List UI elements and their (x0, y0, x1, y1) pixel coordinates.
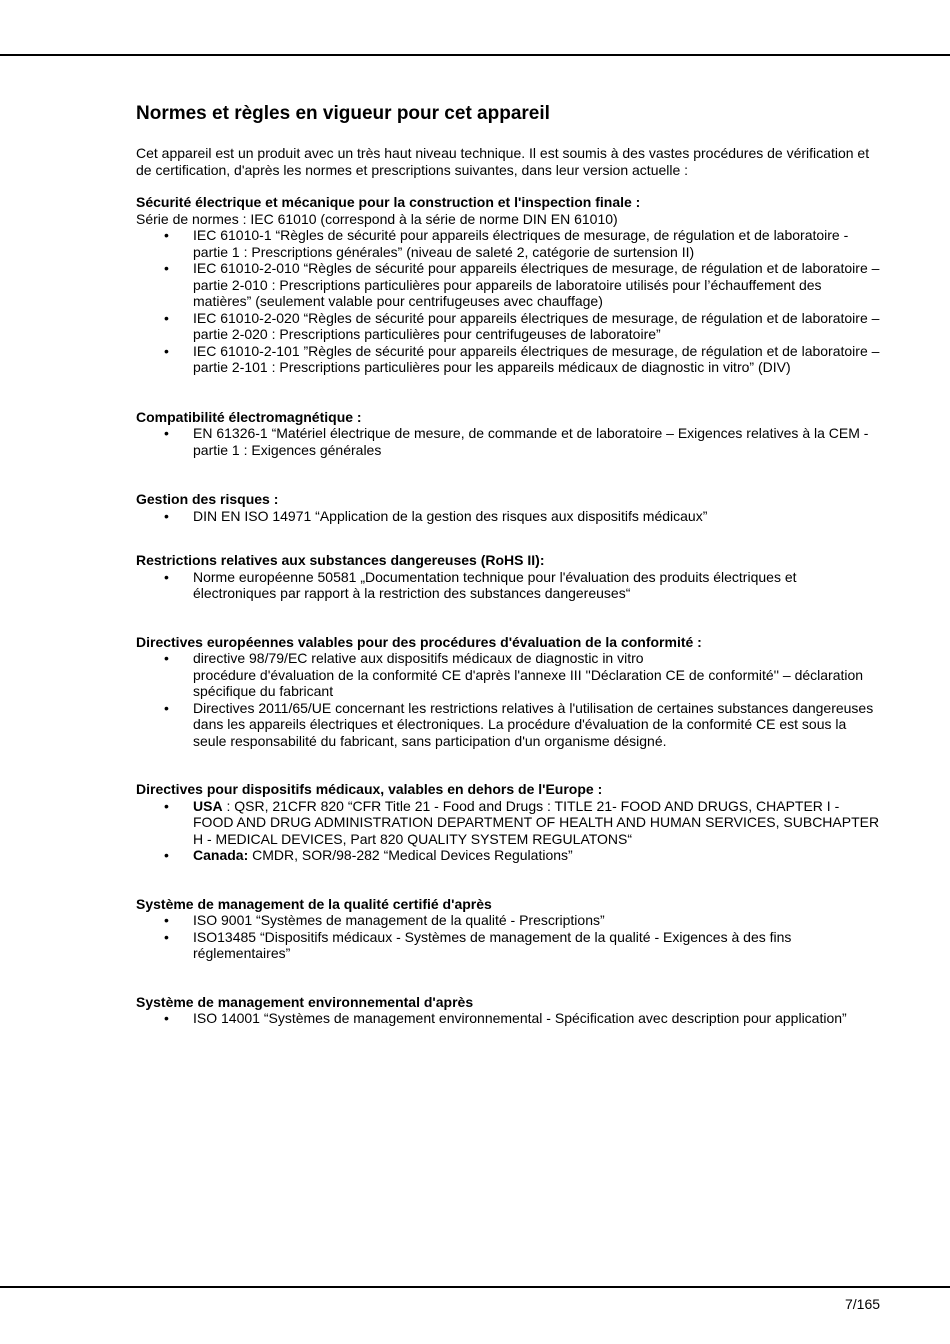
list-item: • IEC 61010-2-020 “Règles de sécurité pour appareils électriques de mesurage, de régulation et de laboratoire – partie 2-020 : Prescriptions particulières pour centrifugeuses de laboratoire” (164, 309, 880, 342)
list-item: • IEC 61010-2-101 ”Règles de sécurité pour appareils électriques de mesurage, de régulation et de laboratoire – partie 2-101 : Prescriptions particulières pour les appareils médicaux de diagnostic in vitro” (DIV) (164, 342, 880, 375)
list-item: • EN 61326-1 “Matériel électrique de mesure, de commande et de laboratoire – Exigences relatives à la CEM - partie 1 : Exigences générales (164, 425, 869, 458)
section-eu-directives (136, 634, 882, 750)
document-body (136, 101, 882, 1027)
bullet-icon: • (164, 425, 169, 441)
bullet-icon: • (164, 699, 169, 716)
section-rohs (136, 552, 882, 602)
standards-list (136, 227, 882, 376)
section-title: Restrictions relatives aux substances dangereuses (RoHS II): (136, 552, 545, 568)
region-label: Canada: (193, 847, 249, 863)
bullet-icon: • (164, 260, 169, 276)
list-item: • ISO13485 “Dispositifs médicaux - Systèmes de management de la qualité - Exigences à des fins réglementaires” (164, 928, 792, 961)
list-item-continuation: procédure d'évaluation de la conformité CE d'après l'annexe III ''Déclaration CE de conformité'' – déclaration spécifique du fabricant (193, 666, 864, 699)
standards-list (136, 798, 882, 864)
section-title: Directives européennes valables pour des procédures d'évaluation de la conformité : (136, 633, 702, 650)
standards-list (136, 650, 882, 749)
footer-rule (0, 1286, 950, 1288)
section-title: Système de management de la qualité certifié d'après (136, 895, 492, 912)
section-risk-management (136, 491, 882, 524)
bullet-icon: • (164, 1010, 169, 1026)
section-title: Compatibilité électromagnétique : (136, 408, 362, 425)
section-title: Gestion des risques : (136, 491, 279, 507)
standards-list (136, 1010, 882, 1027)
list-item: • Canada: CMDR, SOR/98-282 “Medical Devices Regulations” (164, 847, 573, 863)
list-item: • USA : QSR, 21CFR 820 “CFR Title 21 - Food and Drugs : TITLE 21- FOOD AND DRUGS, CHAPTER I - FOOD AND DRUG ADMINISTRATION DEPARTMENT OF HEALTH AND HUMAN SERVICES, SUBCHAPTER H - MEDICAL DEVICES, Part 820 QUALITY SYSTEM REGULATONS“ (164, 797, 880, 847)
bullet-icon: • (164, 507, 169, 524)
bullet-icon: • (164, 650, 169, 666)
section-title: Système de management environnemental d'après (136, 993, 474, 1010)
bullet-icon: • (164, 342, 169, 359)
standards-list (136, 425, 882, 458)
list-item: • IEC 61010-1 “Règles de sécurité pour appareils électriques de mesurage, de régulation et de laboratoire - partie 1 : Prescriptions générales” (niveau de saleté 2, catégorie de surtension II) (164, 227, 849, 260)
list-item: • DIN EN ISO 14971 “Application de la gestion des risques aux dispositifs médicaux” (164, 507, 708, 524)
bullet-icon: • (164, 797, 169, 814)
bullet-icon: • (164, 847, 169, 863)
bullet-icon: • (164, 928, 169, 945)
section-non-eu-directives (136, 781, 882, 864)
list-item: • Directives 2011/65/UE concernant les restrictions relatives à l'utilisation de certaines substances dangereuses dans les appareils électriques et électroniques. La procédure d'évaluation de la conformité CE est sous la seule responsabilité du fabricant, sans participation d'un organisme désigné. (164, 699, 874, 749)
header-rule (0, 54, 950, 56)
section-emc (136, 409, 882, 459)
section-quality-management (136, 896, 882, 962)
list-item: • Norme européenne 50581 „Documentation technique pour l'évaluation des produits électriques et électroniques par rapport à la restriction des substances dangereuses“ (164, 568, 797, 601)
section-environmental-management (136, 994, 882, 1027)
bullet-icon: • (164, 568, 169, 585)
list-item: • IEC 61010-2-010 “Règles de sécurité pour appareils électriques de mesurage, de régulation et de laboratoire – partie 2-010 : Prescriptions particulières pour appareils de laboratoire utilisés pour l’échauffement des matières” (seulement valable pour centrifugeuses avec chauffage) (164, 260, 880, 309)
list-item: • ISO 9001 “Systèmes de management de la qualité - Prescriptions” (164, 912, 605, 928)
section-subtitle: Série de normes : IEC 61010 (correspond à la série de norme DIN EN 61010) (136, 210, 618, 227)
list-item: • directive 98/79/EC relative aux dispositifs médicaux de diagnostic in vitro (164, 650, 644, 666)
page-number: 7/165 (845, 1296, 881, 1312)
list-item: • ISO 14001 “Systèmes de management environnemental - Spécification avec description pour application” (164, 1010, 847, 1026)
bullet-icon: • (164, 912, 169, 928)
page-title: Normes et règles en vigueur pour cet appareil (136, 103, 550, 124)
bullet-icon: • (164, 309, 169, 326)
section-electrical-safety (136, 194, 882, 376)
section-title: Directives pour dispositifs médicaux, valables en dehors de l'Europe : (136, 781, 603, 797)
standards-list (136, 912, 882, 962)
intro-paragraph: Cet appareil est un produit avec un très haut niveau technique. Il est soumis à des vastes procédures de vérification et de certification, d'après les normes et prescriptions suivantes, dans leur version actuelle : (136, 145, 870, 178)
standards-list (136, 569, 882, 602)
section-title: Sécurité électrique et mécanique pour la construction et l'inspection finale : (136, 194, 641, 210)
region-label: USA (193, 797, 223, 814)
standards-list (136, 508, 882, 525)
bullet-icon: • (164, 227, 169, 243)
